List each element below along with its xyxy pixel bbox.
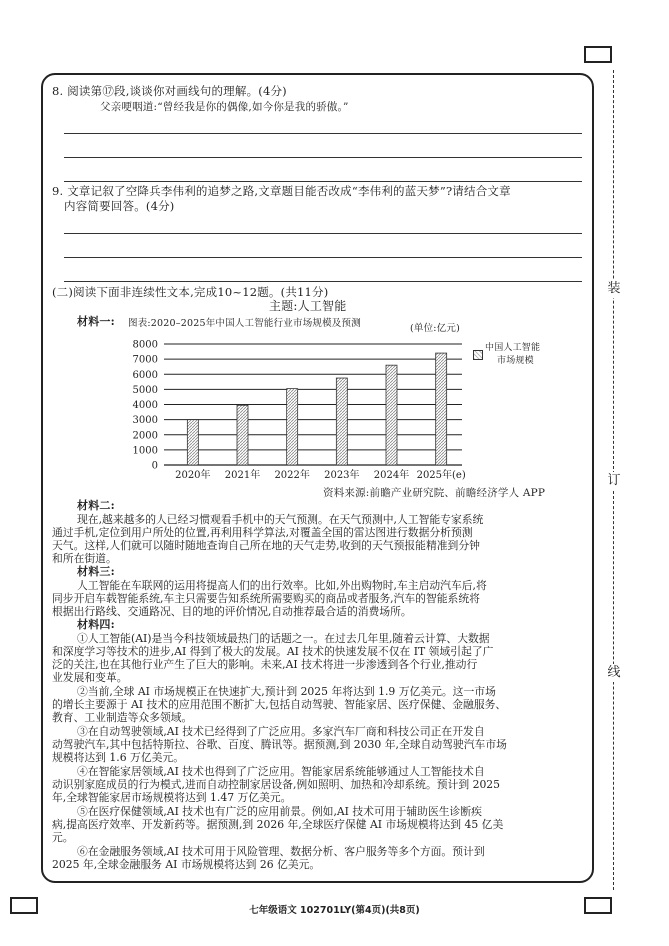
answer-line[interactable] (64, 157, 582, 158)
y-tick-label: 1000 (132, 445, 158, 457)
legend-label-line1: 中国人工智能 (485, 343, 541, 353)
material-4-p6-line: 2025 年,全球金融服务 AI 市场规模将达到 26 亿美元。 (52, 858, 321, 871)
chart-title: 图表:2020–2025年中国人工智能行业市场规模及预测 (128, 318, 361, 329)
material-4-p1-line: 泛的关注,也在其他行业产生了巨大的影响。未来,AI 技术将进一步渗透到各个行业,推动行 (52, 658, 478, 671)
registration-box-top-right (584, 46, 612, 63)
material-4-p1-line: 和深度学习等技术的进步,AI 得到了极大的发展。AI 技术的快速发展不仅在 IT 领域引起了广 (52, 645, 494, 658)
answer-line[interactable] (64, 281, 582, 282)
section-2-heading: (二)阅读下面非连续性文本,完成10~12题。(共11分) (52, 285, 329, 299)
binding-label-zhuang: 装 (605, 280, 623, 298)
material-2-line: 天气。这样,人们就可以随时随地查询自己所在地的天气走势,收到的天气预报能精准到分钟 (52, 539, 480, 552)
x-tick-label: 2021年 (224, 470, 261, 481)
question-9-line1: 9. 文章记叙了空降兵李伟利的追梦之路,文章题目能否改成“李伟利的蓝天梦”?请结合文章 (52, 184, 511, 198)
material-4-p3-line: 动驾驶汽车,其中包括特斯拉、谷歌、百度、腾讯等。据预测,到 2030 年,全球自动驾驶汽车市场 (52, 738, 507, 751)
material-1-label: 材料一: (77, 315, 115, 328)
material-3-label: 材料三: (77, 565, 115, 578)
y-tick-label: 3000 (132, 415, 158, 427)
y-tick-label: 6000 (132, 369, 158, 381)
material-2-line: 现在,越来越多的人已经习惯观看手机中的天气预测。在天气预测中,人工智能专家系统 (77, 513, 484, 526)
x-tick-label: 2022年 (274, 470, 310, 481)
material-4-p5-line: ⑤在医疗保健领域,AI 技术也有广泛的应用前景。例如,AI 技术可用于辅助医生诊断疾 (77, 805, 482, 818)
material-4-p4-line: 动识别家庭成员的行为模式,进而自动控制家居设备,例如照明、加热和冷却系统。预计到 2025 (52, 778, 501, 791)
material-4-p5-line: 元。 (52, 831, 74, 844)
answer-line[interactable] (64, 133, 582, 134)
material-4-p3-line: 规模将达到 1.6 万亿美元。 (52, 751, 185, 764)
material-3-line: 同步开启车载智能系统,车主只需要告知系统所需要购买的商品或者服务,汽车的智能系统将 (52, 592, 480, 605)
question-9-line2: 内容简要回答。(4分) (64, 199, 175, 213)
y-tick-label: 7000 (132, 354, 158, 366)
y-tick-label: 4000 (132, 400, 158, 411)
material-4-p2-line: ②当前,全球 AI 市场规模正在快速扩大,预计到 2025 年将达到 1.9 万亿美元。这一市场 (77, 685, 496, 698)
y-tick-label: 0 (151, 460, 158, 472)
answer-line[interactable] (64, 233, 582, 234)
chart-source: 资料来源:前瞻产业研究院、前瞻经济学人 APP (323, 487, 546, 499)
bar-2021年 (237, 405, 248, 465)
y-tick-label: 8000 (132, 339, 158, 351)
material-4-p3-line: ③在自动驾驶领域,AI 技术已经得到了广泛应用。多家汽车厂商和科技公司正在开发自 (77, 725, 485, 738)
chart-unit: (单位:亿元) (410, 323, 461, 334)
legend-swatch (473, 350, 483, 360)
bar-2023年 (336, 378, 347, 465)
material-4-p2-line: 教育、工业制造等众多领域。 (52, 711, 193, 724)
bar-chart (120, 326, 480, 486)
x-tick-label: 2023年 (324, 470, 360, 481)
material-2-line: 通过手机,定位到用户所处的位置,再利用科学算法,对覆盖全国的雷达图进行数据分析预测 (52, 526, 473, 539)
question-8-prompt: 8. 阅读第⑰段,谈谈你对画线句的理解。(4分) (52, 84, 287, 98)
material-4-p4-line: 年,全球智能家居市场规模将达到 1.47 万亿美元。 (52, 791, 292, 804)
bar-2024年 (386, 365, 397, 465)
x-tick-label: 2020年 (175, 470, 211, 481)
x-tick-label: 2025年(e) (416, 470, 466, 481)
answer-line[interactable] (64, 181, 582, 182)
material-2-line: 和所在街道。 (52, 552, 117, 565)
material-3-line: 根据出行路线、交通路况、目的地的评价情况,自动推荐最合适的消费场所。 (52, 605, 412, 618)
legend-label-line2: 市场规模 (497, 356, 534, 366)
binding-label-xian: 线 (605, 664, 623, 682)
x-tick-label: 2024年 (373, 470, 410, 481)
bar-2022年 (287, 389, 298, 465)
material-4-p4-line: ④在智能家居领域,AI 技术也得到了广泛应用。智能家居系统能够通过人工智能技术自 (77, 765, 485, 778)
material-4-p2-line: 的增长主要源于 AI 技术的应用范围不断扩大,包括自动驾驶、智能家居、医疗保健、金融服务、 (52, 698, 507, 711)
page-footer: 七年级语文 102701LY(第4页)(共8页) (249, 905, 420, 916)
material-4-p6-line: ⑥在金融服务领域,AI 技术可用于风险管理、数据分析、客户服务等多个方面。预计到 (77, 845, 485, 858)
material-4-label: 材料四: (77, 618, 115, 631)
material-4-p5-line: 病,提高医疗效率、开发新药等。据预测,到 2026 年,全球医疗保健 AI 市场规模将达到 45 亿美 (52, 818, 504, 831)
question-8-quote: 父亲哽咽道:“曾经我是你的偶像,如今你是我的骄傲。” (100, 101, 349, 113)
material-4-p1-line: 业发展和变革。 (52, 671, 128, 684)
material-4-p1-line: ①人工智能(AI)是当今科技领域最热门的话题之一。在过去几年里,随着云计算、大数据 (77, 632, 490, 645)
bar-2025年(e) (436, 353, 447, 465)
bar-2020年 (187, 420, 198, 465)
section-theme: 主题:人工智能 (269, 299, 347, 313)
y-tick-label: 5000 (132, 384, 158, 396)
binding-label-ding: 订 (605, 472, 623, 490)
y-tick-label: 2000 (132, 430, 158, 442)
material-3-line: 人工智能在车联网的运用将提高人们的出行效率。比如,外出购物时,车主启动汽车后,将 (77, 579, 487, 592)
answer-line[interactable] (64, 257, 582, 258)
material-2-label: 材料二: (77, 499, 115, 512)
